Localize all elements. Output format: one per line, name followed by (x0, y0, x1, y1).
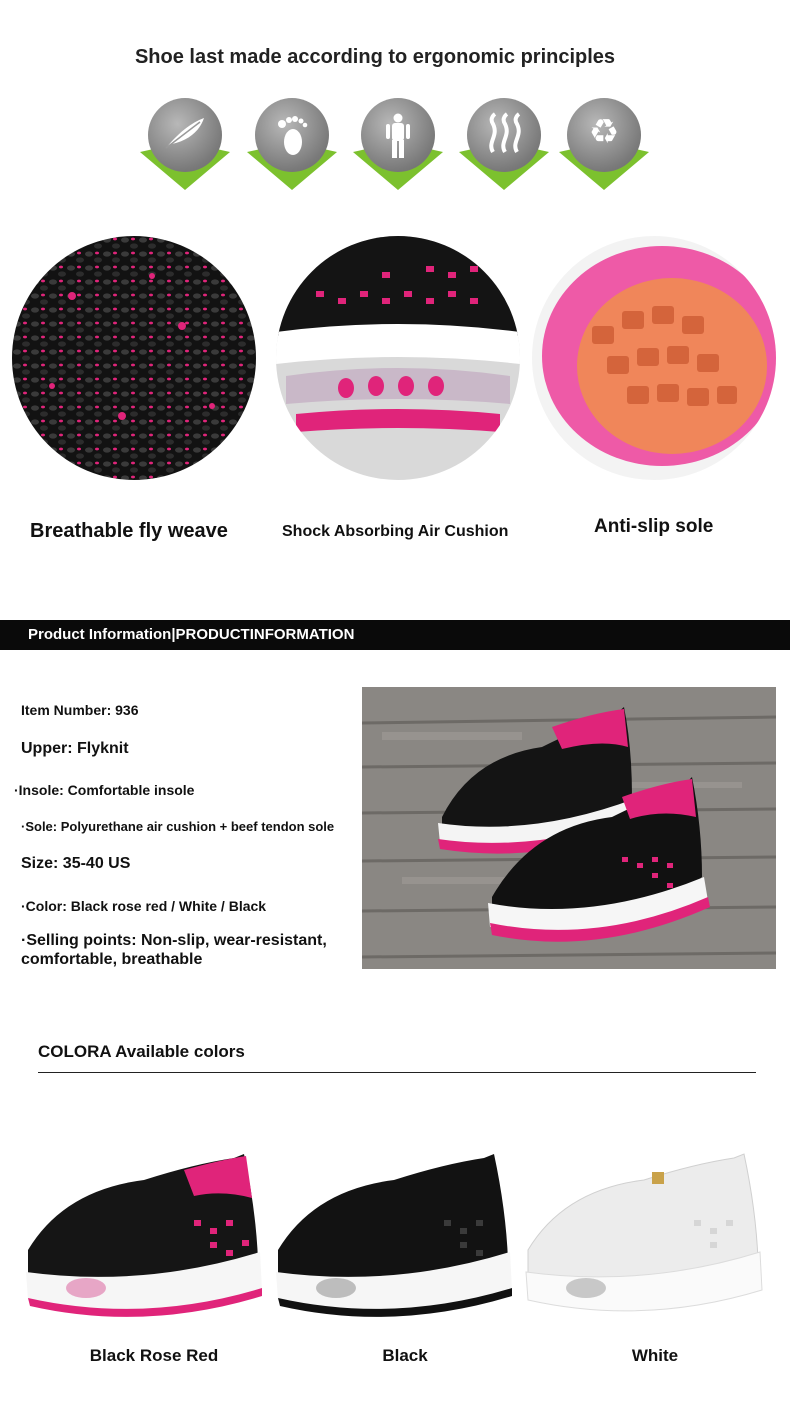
color-option-black-rose-red-label[interactable]: Black Rose Red (89, 1346, 219, 1365)
page-title: Shoe last made according to ergonomic principles (134, 46, 616, 68)
spec-insole: ·Insole: Comfortable insole (14, 782, 195, 798)
product-photo (362, 687, 776, 969)
spec-selling-points-cont: comfortable, breathable (21, 951, 203, 968)
anti-slip-label: Anti-slip sole (594, 516, 714, 537)
product-info-title: Product Information|PRODUCTINFORMATION (28, 626, 355, 643)
spec-selling-points: ·Selling points: Non-slip, wear-resistant, (21, 932, 327, 949)
feature-badge-body (353, 98, 443, 190)
feature-badge-feather (140, 98, 230, 190)
color-option-black-image[interactable] (274, 1150, 514, 1325)
air-cushion-image (276, 236, 520, 480)
spec-color: ·Color: Black rose red / White / Black (21, 898, 267, 914)
spec-upper: Upper: Flyknit (21, 740, 129, 757)
anti-slip-sole-image (532, 236, 776, 480)
color-option-black-rose-red-image[interactable] (24, 1150, 264, 1325)
footprint-icon (267, 112, 317, 152)
fly-weave-image (12, 236, 256, 480)
fly-weave-label: Breathable fly weave (30, 520, 228, 542)
feature-badge-recycle (559, 98, 649, 190)
spec-item-number: Item Number: 936 (21, 702, 139, 718)
human-body-icon (373, 112, 423, 152)
air-cushion-label: Shock Absorbing Air Cushion (282, 523, 509, 540)
available-colors-title: COLORA Available colors (38, 1042, 245, 1061)
feature-badge-heat (459, 98, 549, 190)
color-option-white-image[interactable] (524, 1150, 764, 1325)
recycle-icon: ♻ (588, 113, 620, 151)
color-option-white-label[interactable]: White (631, 1346, 679, 1365)
product-info-header (0, 620, 790, 650)
spec-size: Size: 35-40 US (21, 855, 131, 872)
feather-icon (160, 112, 210, 152)
feature-badge-footprint (247, 98, 337, 190)
spec-sole: ·Sole: Polyurethane air cushion + beef tendon sole (21, 819, 335, 834)
divider (38, 1072, 756, 1073)
color-option-black-label[interactable]: Black (382, 1346, 428, 1365)
heat-waves-icon (479, 112, 529, 152)
